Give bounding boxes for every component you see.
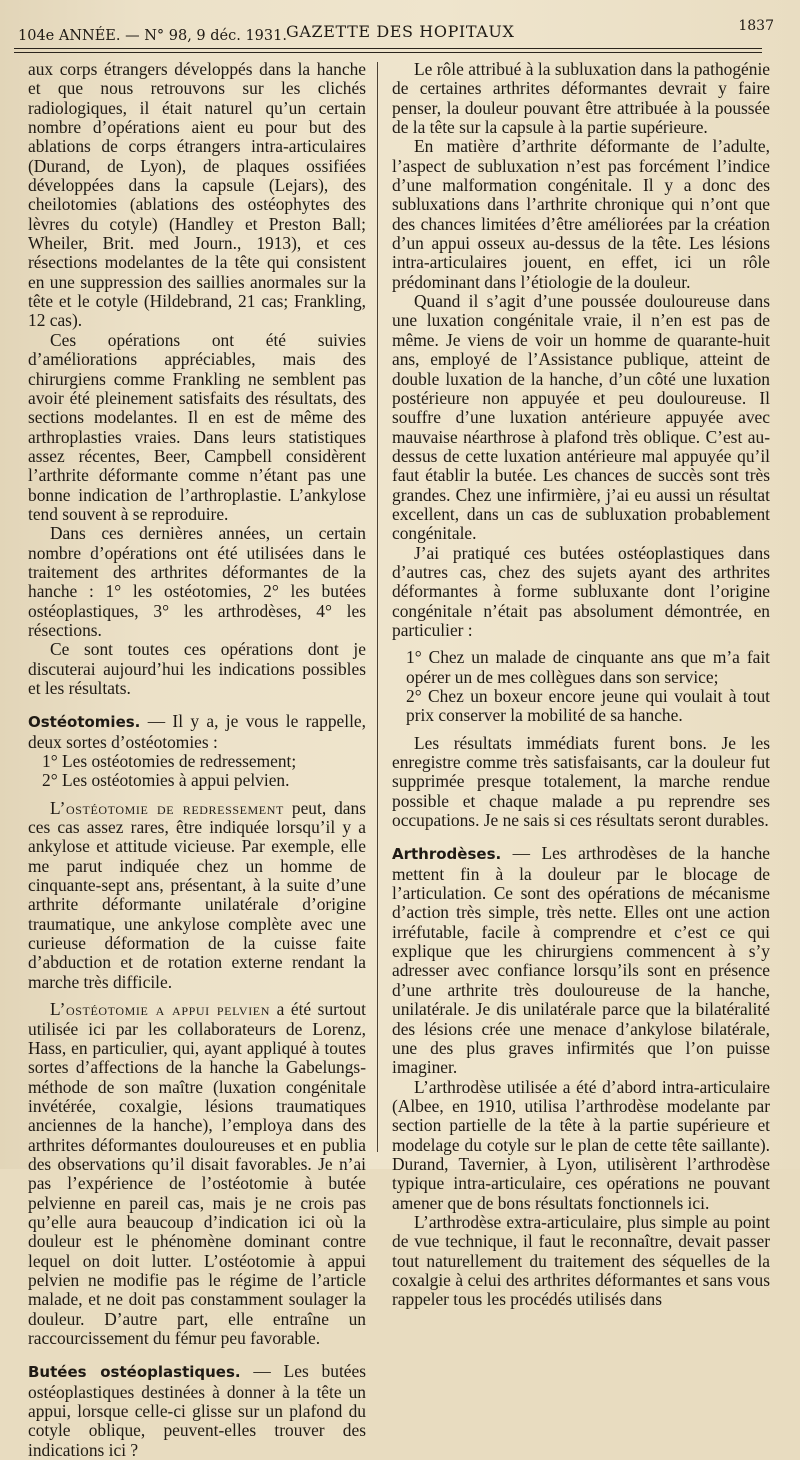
column-divider — [377, 62, 378, 1152]
paragraph: En matière d’arthrite déformante de l’adulte, l’aspect de subluxation n’est pas forcément l’indice d’une malformation congénitale. Il y a donc des subluxations dans l’arthrite chronique qui n’ont que des chances limitées d’être améliorées par la création d’un appui osseux au-dessus de la tête. Les lésions intra-articulaires jouent, en effet, ici un rôle prédominant dans l’étiologie de la douleur. — [392, 136, 770, 292]
paragraph: Ce sont toutes ces opérations dont je discuterai aujourd’hui les indications possibles et les résultats. — [28, 639, 366, 698]
page-number: 1837 — [738, 18, 774, 34]
list-item: 2° Chez un boxeur encore jeune qui voulait à tout prix conserver la mobilité de sa hanche. — [406, 686, 770, 726]
list-item: 1° Les ostéotomies de redressement; — [42, 751, 297, 772]
run-in-heading: L’ostéotomie de redressement — [50, 797, 284, 818]
section-arthrodeses — [392, 844, 770, 1077]
case-list — [392, 648, 770, 725]
list-item: 2° Les ostéotomies à appui pelvien. — [42, 770, 290, 791]
paragraph: aux corps étrangers développés dans la hanche et que nous retrouvons sur les clichés radiologiques, il était naturel qu’un certain nombre d’opérations aient eu pour but des ablations de corps étrangers intra-articulaires (Durand, de Lyon), de plaques ossifiées développées dans la capsule (Lejars), des cheilotomies (ablations des ostéophytes des lèvres du cotyle) (Handley et Preston Ball; Wheiler, Brit. med Journ., 1913), et ces résections modelantes de la tête qui consistent en une suppression des saillies anormales sur la tête et le cotyle (Hildebrand, 21 cas; Frankling, 12 cas). — [28, 59, 366, 331]
paragraph: Dans ces dernières années, un certain nombre d’opérations ont été utilisées dans le traitement des arthrites déformantes de la hanche : 1° les ostéotomies, 2° les butées ostéoplastiques, 3° les arthrodèses, 4° les résections. — [28, 523, 366, 640]
paragraph: L’arthrodèse utilisée a été d’abord intra-articulaire (Albee, en 1910, utilisa l’arthrodèse modelante par section partielle de la tête à la partie supérieure et modelage du cotyle sur le plan de cette tête saillante). Durand, Tavernier, à Lyon, utilisèrent l’arthrodèse typique intra-articulaire, ces opérations ne pouvant amener que de bons résultats fonctionnels ici. — [392, 1076, 770, 1213]
journal-title: GAZETTE DES HOPITAUX — [286, 22, 515, 41]
osteotomy-list — [28, 752, 366, 791]
paragraph: Les résultats immédiats furent bons. Je les enregistre comme très satisfaisants, car la douleur fut supprimée presque totalement, la marche rendue possible et chaque malade a pu reprendre ses occupations. Je ne sais si ces résultats seront durables. — [392, 732, 770, 831]
paragraph: Quand il s’agit d’une poussée douloureuse dans une luxation congénitale vraie, il n’en est pas de même. Je viens de voir un homme de quarante-huit ans, employé de l’Assistance publique, atteint de double luxation de la hanche, d’un côté une luxation postérieure non appuyée et peu douloureuse. Il souffre d’une luxation antérieure appuyée avec mauvaise néarthrose à plafond très oblique. C’est au-dessus de cette luxation antérieure mal appuyée qu’il faut établir la butée. Les chances de succès sont très grandes. Chez une infirmière, j’ai eu aussi un résultat excellent, dans un cas de subluxation probablement congénitale. — [392, 291, 770, 544]
right-column — [392, 60, 770, 1310]
paragraph: L’arthrodèse extra-articulaire, plus simple au point de vue technique, il faut le reconnaître, devait passer tout naturellement du traitement des séquelles de la coxalgie à celui des arthrites déformantes et sans vous rappeler tous les procédés utilisés dans — [392, 1211, 770, 1310]
section-text: — Il y a, je vous le rappelle, deux sortes d’ostéotomies : — [28, 711, 366, 752]
run-in-heading: L’ostéotomie a appui pelvien — [50, 999, 270, 1020]
issue-info: 104e ANNÉE. — N° 98, 9 déc. 1931. — [18, 28, 287, 44]
paragraph: Le rôle attribué à la subluxation dans la pathogénie de certaines arthrites déformantes devrait y faire penser, la douleur pouvant être attribuée à la poussée de la tête sur la capsule à la partie supérieure. — [392, 59, 770, 138]
paragraph: Ces opérations ont été suivies d’améliorations appréciables, mais des chirurgiens comme Frankling ne semblent pas avoir été pleinement satisfaits des résultats, des sections modelantes. Il en est de même des arthroplasties vraies. Dans leurs statistiques assez récentes, Beer, Campbell considèrent l’arthrite déformante comme n’étant pas une bonne indication de l’arthroplastie. L’ankylose tend souvent à se reproduire. — [28, 329, 366, 524]
section-butees — [28, 1362, 366, 1460]
paragraph-appui-pelvien — [28, 1000, 366, 1348]
left-column — [28, 60, 366, 1460]
section-osteotomies — [28, 712, 366, 752]
section-text: — Les arthrodèses de la hanche mettent fin à la douleur par le blocage de l’articulation. Ce sont des opérations de mécanisme d’action très simple, très nette. Elles ont une action irréfutable, facile à comprendre et c’est ce qui explique que les chirurgiens commencent à s’y adresser avec confiance lorsqu’ils sont en présence d’une arthrite très douloureuse de la hanche, unilatérale. Je dis unilatérale parce que la bilatéralité des lésions crée une menace d’ankylose bilatérale, une des plus graves infirmités que l’on puisse imaginer. — [392, 843, 770, 1078]
paragraph: J’ai pratiqué ces butées ostéoplastiques dans d’autres cas, chez des sujets ayant des arthrites déformantes à forme subluxante dont l’origine congénitale n’était pas absolument démontrée, en particulier : — [392, 542, 770, 640]
paragraph-text: peut, dans ces cas assez rares, être indiquée lorsqu’il y a ankylose et attitude vicieuse. Par exemple, elle me parut indiquée chez un homme de cinquante-sept ans, présentant, à la suite d’une arthrite déformante unilatérale d’origine traumatique, une ankylose complète avec une curieuse déformation de la cuisse faite d’abduction et de rotation externe rendant la marche très difficile. — [28, 797, 366, 992]
header-rule-thin — [14, 52, 762, 53]
section-heading: Butées ostéoplastiques. — [28, 1363, 241, 1382]
section-text: — Les butées ostéoplastiques destinées à donner à la tête un appui, lorsque celle-ci glisse sur un plafond du cotyle oblique, peuvent-elles trouver des indications ici ? — [28, 1361, 366, 1460]
page-header — [18, 18, 774, 48]
section-heading: Ostéotomies. — [28, 713, 141, 732]
paragraph-text: a été surtout utilisée ici par les collaborateurs de Lorenz, Hass, en particulier, qui, ayant appliqué à toutes sortes d’affections de la hanche la Gabelungs-méthode de son maître (luxation congénitale invétérée, coxalgie, lésions traumatiques anciennes de la hanche), l’employa dans des arthrites déformantes douloureuses et en publia des observations qu’il disait favorables. Je n’ai pas l’expérience de l’ostéotomie à butée pelvienne en pareil cas, mais je ne crois pas qu’elle aura beaucoup d’indication ici où la douleur est le phénomène dominant contre lequel on doit lutter. L’ostéotomie à appui pelvien ne modifie pas le régime de l’article malade, et ne doit pas constamment soulager la douleur. D’autre part, elle entraîne un raccourcissement du fémur peu favorable. — [28, 999, 366, 1348]
paragraph-redressement — [28, 799, 366, 992]
header-rule — [14, 48, 762, 49]
list-item: 1° Chez un malade de cinquante ans que m’a fait opérer un de mes collègues dans son service; — [406, 647, 770, 687]
section-heading: Arthrodèses. — [392, 845, 502, 864]
